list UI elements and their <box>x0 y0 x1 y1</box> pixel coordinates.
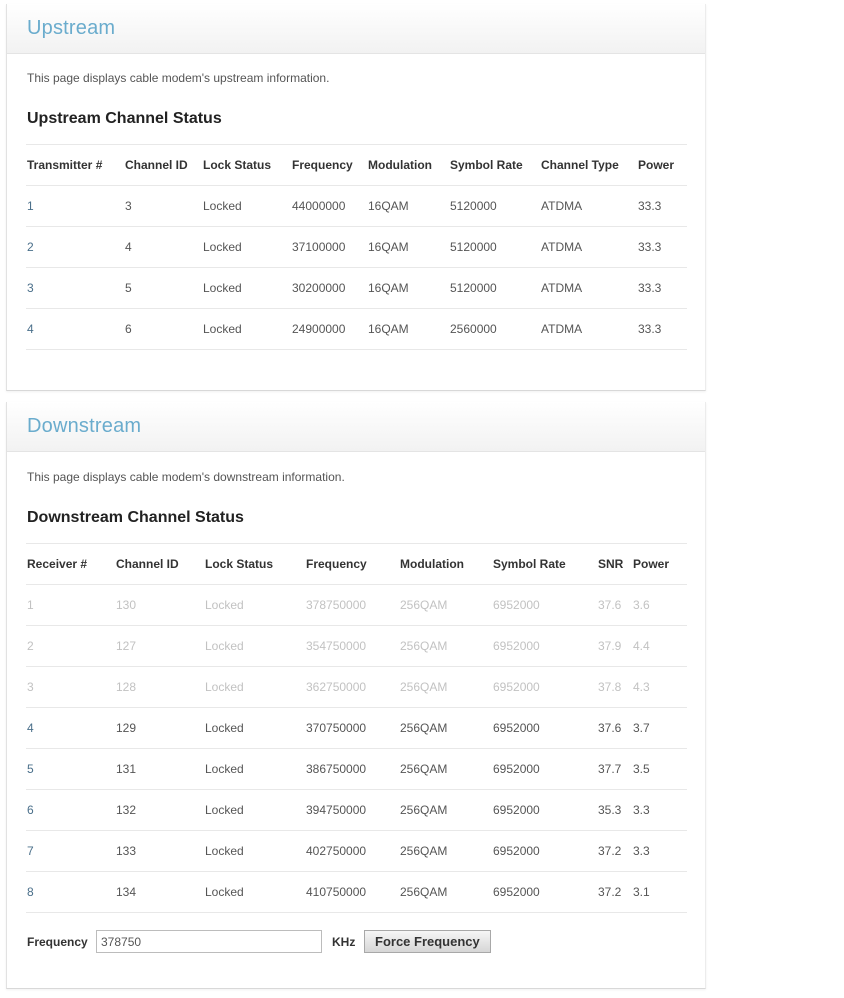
upstream-description: This page displays cable modem's upstream information. <box>27 71 330 85</box>
table-cell: 6 <box>124 309 202 350</box>
table-cell: 6952000 <box>492 708 597 749</box>
table-cell: 1 <box>26 585 115 626</box>
table-cell: ATDMA <box>540 186 637 227</box>
table-cell: 33.3 <box>637 227 687 268</box>
table-row <box>26 790 687 831</box>
down-col-header: Channel ID <box>115 544 204 585</box>
table-cell: Locked <box>204 790 305 831</box>
table-cell: 4 <box>26 309 124 350</box>
up-col-header: Modulation <box>367 145 449 186</box>
table-cell: 37.6 <box>597 708 632 749</box>
table-cell: 3 <box>124 186 202 227</box>
upstream-section-title: Upstream Channel Status <box>27 110 222 127</box>
table-cell: 3.1 <box>632 872 687 913</box>
force-frequency-label: Frequency <box>27 934 88 949</box>
up-col-header: Symbol Rate <box>449 145 540 186</box>
table-cell: 37.9 <box>597 626 632 667</box>
table-row <box>26 268 687 309</box>
table-row <box>26 667 687 708</box>
table-cell: 4 <box>26 708 115 749</box>
table-cell: Locked <box>204 585 305 626</box>
downstream-channel-table <box>26 543 687 913</box>
table-cell: 6952000 <box>492 831 597 872</box>
table-cell: 6952000 <box>492 667 597 708</box>
table-row <box>26 309 687 350</box>
table-cell: 362750000 <box>305 667 399 708</box>
table-cell: 394750000 <box>305 790 399 831</box>
table-cell: Locked <box>204 872 305 913</box>
down-col-header: Lock Status <box>204 544 305 585</box>
force-frequency-input[interactable] <box>96 930 322 953</box>
up-col-header: Channel Type <box>540 145 637 186</box>
table-cell: 37.8 <box>597 667 632 708</box>
table-row <box>26 585 687 626</box>
up-col-header: Transmitter # <box>26 145 124 186</box>
table-cell: 130 <box>115 585 204 626</box>
table-cell: 127 <box>115 626 204 667</box>
table-cell: Locked <box>202 309 291 350</box>
table-cell: 6952000 <box>492 790 597 831</box>
table-cell: 386750000 <box>305 749 399 790</box>
table-cell: Locked <box>204 749 305 790</box>
up-col-header: Frequency <box>291 145 367 186</box>
table-cell: 133 <box>115 831 204 872</box>
table-cell: 7 <box>26 831 115 872</box>
downstream-title: Downstream <box>27 415 142 437</box>
downstream-section-title: Downstream Channel Status <box>27 509 244 526</box>
table-cell: 16QAM <box>367 268 449 309</box>
table-cell: 129 <box>115 708 204 749</box>
table-cell: 410750000 <box>305 872 399 913</box>
table-row <box>26 626 687 667</box>
table-cell: 3.3 <box>632 831 687 872</box>
table-cell: 44000000 <box>291 186 367 227</box>
table-cell: 5 <box>26 749 115 790</box>
table-cell: 5 <box>124 268 202 309</box>
table-cell: 354750000 <box>305 626 399 667</box>
table-cell: 30200000 <box>291 268 367 309</box>
table-cell: 3.6 <box>632 585 687 626</box>
downstream-description: This page displays cable modem's downstream information. <box>27 470 345 484</box>
table-cell: 6952000 <box>492 626 597 667</box>
table-cell: 132 <box>115 790 204 831</box>
table-cell: 6952000 <box>492 585 597 626</box>
table-cell: 2 <box>26 227 124 268</box>
table-cell: 256QAM <box>399 790 492 831</box>
table-row <box>26 227 687 268</box>
table-cell: 8 <box>26 872 115 913</box>
upstream-title: Upstream <box>27 17 116 39</box>
table-cell: 4.4 <box>632 626 687 667</box>
table-cell: Locked <box>202 268 291 309</box>
table-cell: 370750000 <box>305 708 399 749</box>
table-cell: 33.3 <box>637 309 687 350</box>
table-cell: 2 <box>26 626 115 667</box>
table-cell: 6952000 <box>492 749 597 790</box>
down-col-header: Modulation <box>399 544 492 585</box>
table-cell: 5120000 <box>449 186 540 227</box>
downstream-panel <box>6 402 706 989</box>
table-cell: Locked <box>204 708 305 749</box>
table-cell: 3 <box>26 268 124 309</box>
table-cell: 256QAM <box>399 626 492 667</box>
table-cell: 2560000 <box>449 309 540 350</box>
table-cell: 128 <box>115 667 204 708</box>
table-cell: 16QAM <box>367 309 449 350</box>
table-cell: 37.7 <box>597 749 632 790</box>
down-col-header: Receiver # <box>26 544 115 585</box>
table-cell: 5120000 <box>449 268 540 309</box>
table-cell: 4 <box>124 227 202 268</box>
downstream-header <box>7 402 705 452</box>
table-cell: 256QAM <box>399 667 492 708</box>
table-cell: Locked <box>202 227 291 268</box>
upstream-channel-table <box>26 144 687 350</box>
table-cell: 37.2 <box>597 831 632 872</box>
table-row <box>26 708 687 749</box>
down-col-header: Frequency <box>305 544 399 585</box>
force-frequency-button[interactable]: Force Frequency <box>364 930 491 953</box>
table-cell: 24900000 <box>291 309 367 350</box>
table-cell: 6 <box>26 790 115 831</box>
table-cell: Locked <box>204 626 305 667</box>
table-cell: 256QAM <box>399 872 492 913</box>
table-cell: ATDMA <box>540 268 637 309</box>
down-col-header: SNR <box>597 544 632 585</box>
table-cell: 131 <box>115 749 204 790</box>
up-col-header: Lock Status <box>202 145 291 186</box>
table-cell: 35.3 <box>597 790 632 831</box>
table-row <box>26 831 687 872</box>
downstream-header-row <box>26 544 687 585</box>
table-cell: 16QAM <box>367 186 449 227</box>
force-frequency-row <box>27 930 491 953</box>
table-cell: 3.3 <box>632 790 687 831</box>
table-row <box>26 872 687 913</box>
table-cell: 256QAM <box>399 585 492 626</box>
table-cell: 16QAM <box>367 227 449 268</box>
table-cell: 6952000 <box>492 872 597 913</box>
table-row <box>26 186 687 227</box>
table-cell: ATDMA <box>540 309 637 350</box>
table-cell: Locked <box>204 831 305 872</box>
table-cell: 256QAM <box>399 831 492 872</box>
table-cell: 256QAM <box>399 749 492 790</box>
up-col-header: Channel ID <box>124 145 202 186</box>
up-col-header: Power <box>637 145 687 186</box>
down-col-header: Power <box>632 544 687 585</box>
table-cell: 37100000 <box>291 227 367 268</box>
table-cell: 402750000 <box>305 831 399 872</box>
table-cell: 37.2 <box>597 872 632 913</box>
table-cell: 5120000 <box>449 227 540 268</box>
table-cell: 33.3 <box>637 268 687 309</box>
table-cell: Locked <box>202 186 291 227</box>
table-cell: 378750000 <box>305 585 399 626</box>
table-cell: 33.3 <box>637 186 687 227</box>
table-cell: 4.3 <box>632 667 687 708</box>
table-cell: 3.5 <box>632 749 687 790</box>
table-cell: 256QAM <box>399 708 492 749</box>
down-col-header: Symbol Rate <box>492 544 597 585</box>
table-cell: 3 <box>26 667 115 708</box>
table-cell: 1 <box>26 186 124 227</box>
upstream-header <box>7 4 705 54</box>
force-frequency-unit: KHz <box>332 934 356 949</box>
table-cell: ATDMA <box>540 227 637 268</box>
table-row <box>26 749 687 790</box>
upstream-panel <box>6 4 706 391</box>
table-cell: 37.6 <box>597 585 632 626</box>
upstream-header-row <box>26 145 687 186</box>
table-cell: 3.7 <box>632 708 687 749</box>
table-cell: 134 <box>115 872 204 913</box>
table-cell: Locked <box>204 667 305 708</box>
